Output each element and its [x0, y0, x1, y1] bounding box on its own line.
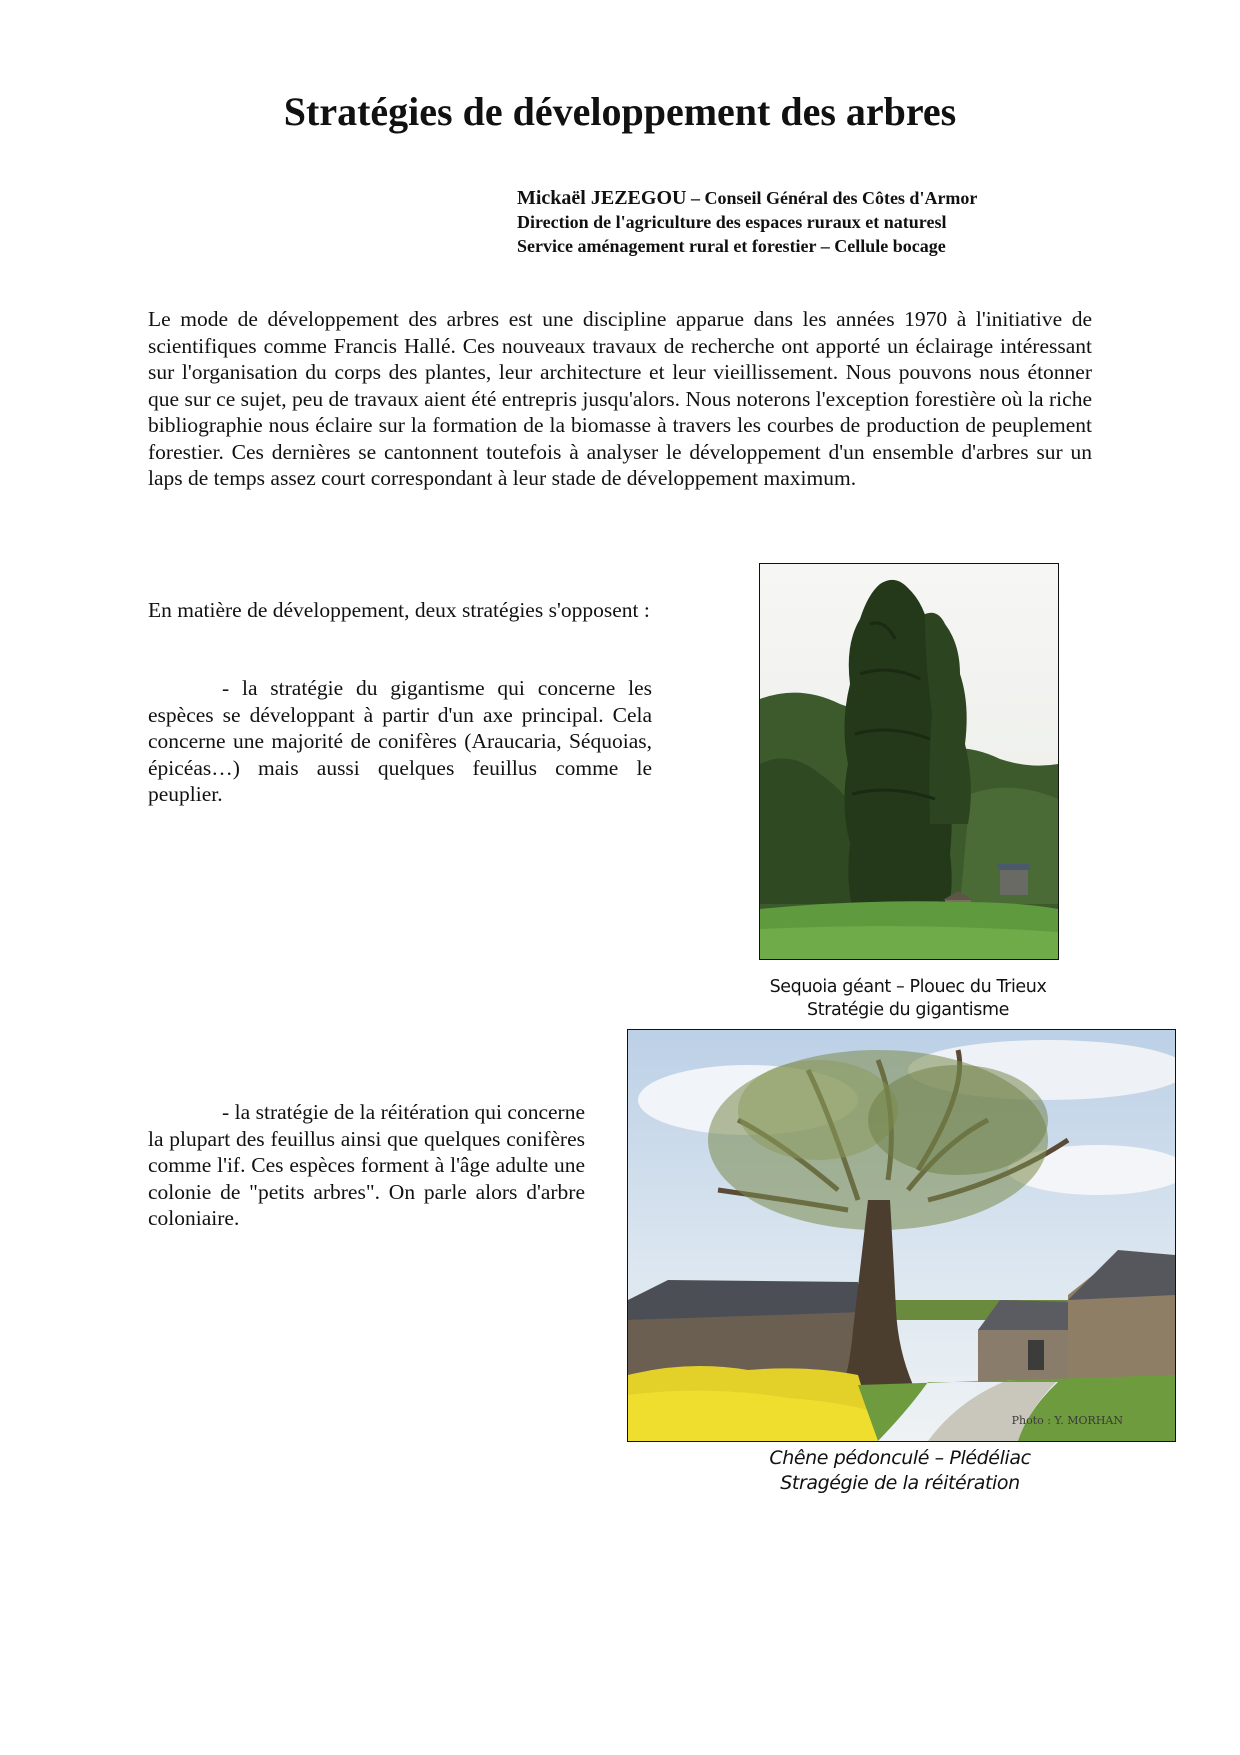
sequoia-caption-line-1: Sequoia géant – Plouec du Trieux — [769, 977, 1047, 997]
sequoia-photo — [759, 563, 1059, 960]
sequoia-caption — [700, 976, 1116, 1021]
oak-photo — [627, 1029, 1176, 1442]
page-title: Stratégies de développement des arbres — [283, 89, 957, 134]
photo-credit: Photo : Y. MORHAN — [1011, 1414, 1123, 1427]
oak-caption-line-2: Stragégie de la réitération — [780, 1472, 1020, 1494]
strategy-reiteration-paragraph: - la stratégie de la réitération qui concerne la plupart des feuillus ainsi que quelques conifères comme l'if. Ces espèces forment à l'âge adulte une colonie de "petits arbres". On parle alors d'arbre coloniaire. — [148, 1100, 585, 1230]
oak-caption — [660, 1446, 1140, 1496]
intro-paragraph: Le mode de développement des arbres est une discipline apparue dans les années 1970 à l'initiative de scientifiques comme Francis Hallé. Ces nouveaux travaux de recherche ont apporté un éclairage intéressant sur l'organisation du corps des plantes, leur architecture et leur vieillissement. Nous pouvons nous étonner que sur ce sujet, peu de travaux aient été entrepris jusqu'alors. Nous noterons l'exception forestière où la riche bibliographie nous éclaire sur la formation de la biomasse à travers les courbes de production de peuplement forestier. Ces dernières se cantonnent toutefois à analyser le développement d'un ensemble d'arbres sur un laps de temps assez court correspondant à leur stade de développement maximum. — [148, 307, 1092, 490]
author-organisation: – Conseil Général des Côtes d'Armor — [690, 188, 978, 208]
author-line-1 — [517, 186, 1077, 210]
author-line-2: Direction de l'agriculture des espaces ruraux et naturesl — [517, 212, 947, 232]
strategy-gigantism-paragraph: - la stratégie du gigantisme qui concerne les espèces se développant à partir d'un axe principal. Cela concerne une majorité de conifères (Araucaria, Séquoias, épicéas…) mais aussi quelques feuillus comme le peuplier. — [148, 676, 652, 806]
author-name: Mickaël JEZEGOU — [517, 187, 687, 209]
strategies-lead: En matière de développement, deux stratégies s'opposent : — [148, 598, 650, 622]
sequoia-caption-line-2: Stratégie du gigantisme — [807, 999, 1009, 1020]
author-line-3: Service aménagement rural et forestier – Cellule bocage — [517, 236, 946, 256]
author-block — [517, 186, 1077, 258]
oak-caption-line-1: Chêne pédonculé – Plédéliac — [769, 1447, 1031, 1469]
